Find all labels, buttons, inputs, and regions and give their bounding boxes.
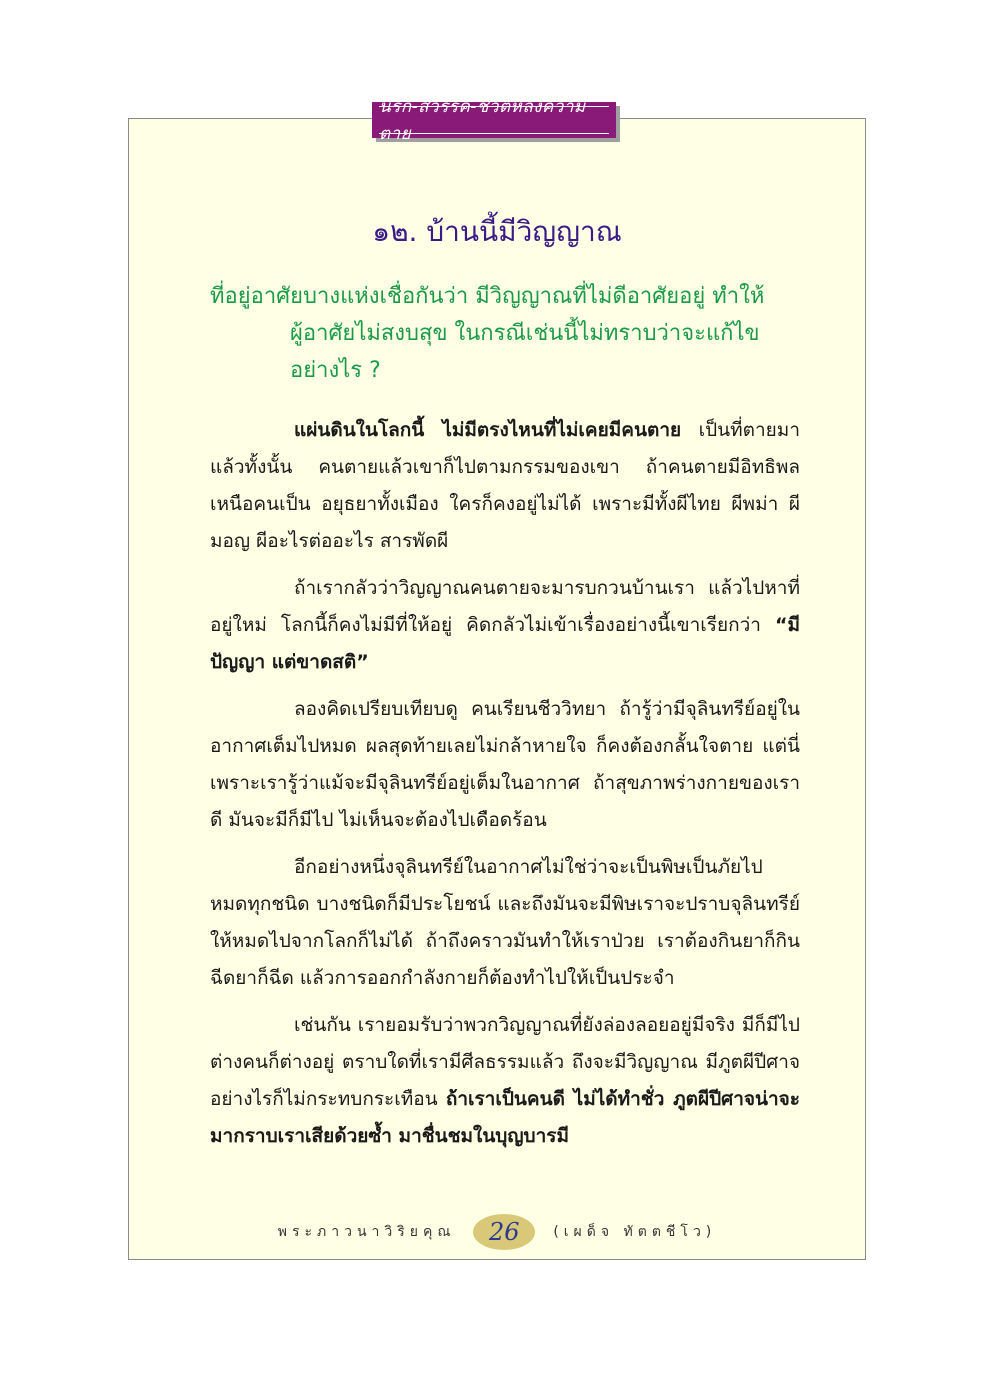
paragraph-3-text: ลองคิดเปรียบเทียบดู คนเรียนชีววิทยา ถ้ารู้ว่ามีจุลินทรีย์อยู่ในอากาศเต็มไปหมด ผลสุดท้ายเลยไม่กล้าหายใจ ก็คงต้องกลั้นใจตาย แต่นี่เพราะเรารู้ว่าแม้จะมีจุลินทรีย์อยู่เต็มในอากาศ ถ้าสุขภาพร่างกายของเราดี มันจะมีก็มีไป ไม่เห็นจะต้องไปเดือดร้อน [210, 698, 800, 831]
paragraph-2-text: ถ้าเรากลัวว่าวิญญาณคนตายจะมารบกวนบ้านเรา แล้วไปหาที่อยู่ใหม่ โลกนี้ก็คงไม่มีที่ให้อยู่ คิดกลัวไม่เข้าเรื่องอย่างนี้เขาเรียกว่า [210, 577, 800, 636]
answer-body [210, 412, 800, 1165]
question-line-rest: ผู้อาศัยไม่สงบสุข ในกรณีเช่นนี้ไม่ทราบว่าจะแก้ไขอย่างไร ? [290, 321, 760, 383]
paragraph-1-text: เป็นที่ตายมาแล้วทั้งนั้น คนตายแล้วเขาก็ไปตามกรรมของเขา ถ้าคนตายมีอิทธิพลเหนือคนเป็น อยุธยาทั้งเมือง ใครก็คงอยู่ไม่ได้ เพราะมีทั้งผีไทย ผีพม่า ผีมอญ ผีอะไรต่ออะไร สารพัดผี [210, 419, 800, 552]
paragraph-2 [210, 570, 800, 681]
paragraph-2-bold: “มีปัญญา แต่ขาดสติ” [210, 614, 800, 673]
running-title: นรก-สวรรค์-ชีวิตหลังความตาย [379, 106, 609, 134]
question-block [210, 278, 810, 389]
chapter-title: ๑๒. บ้านนี้มีวิญญาณ [372, 215, 622, 248]
footer-author: (เผด็จ ทัตตชีโว) [553, 1224, 717, 1240]
paragraph-1 [210, 412, 800, 560]
paragraph-4 [210, 849, 800, 997]
paragraph-5 [210, 1007, 800, 1155]
paragraph-1-bold: แผ่นดินในโลกนี้ ไม่มีตรงไหนที่ไม่เคยมีคนตาย [294, 419, 682, 441]
paragraph-5-text: เช่นกัน เรายอมรับว่าพวกวิญญาณที่ยังล่องลอยอยู่มีจริง มีก็มีไป ต่างคนก็ต่างอยู่ ตราบใดที่เรามีศีลธรรมแล้ว ถึงจะมีวิญญาณ มีภูตผีปีศาจอย่างไรก็ไม่กระทบกระเทือน [210, 1014, 800, 1110]
page-footer [128, 1214, 866, 1250]
paragraph-4-text: อีกอย่างหนึ่งจุลินทรีย์ในอากาศไม่ใช่ว่าจะเป็นพิษเป็นภัยไปหมดทุกชนิด บางชนิดก็มีประโยชน์ และถึงมันจะมีพิษเราจะปราบจุลินทรีย์ให้หมดไปจากโลกก็ไม่ได้ ถ้าถึงคราวมันทำให้เราป่วย เราต้องกินยาก็กิน ฉีดยาก็ฉีด แล้วการออกกำลังกายก็ต้องทำไปให้เป็นประจำ [210, 856, 800, 989]
paragraph-5-bold: ถ้าเราเป็นคนดี ไม่ได้ทำชั่ว ภูตผีปีศาจน่าจะมากราบเราเสียด้วยซ้ำ มาชื่นชมในบุญบารมี [210, 1088, 800, 1147]
question-line-1: ที่อยู่อาศัยบางแห่งเชื่อกันว่า มีวิญญาณที่ไม่ดีอาศัยอยู่ ทำให้ [210, 284, 765, 309]
paragraph-3 [210, 691, 800, 839]
running-header [372, 97, 616, 144]
page-number: 26 [473, 1214, 535, 1250]
footer-book-title: พระภาวนาวิริยคุณ [277, 1224, 456, 1240]
